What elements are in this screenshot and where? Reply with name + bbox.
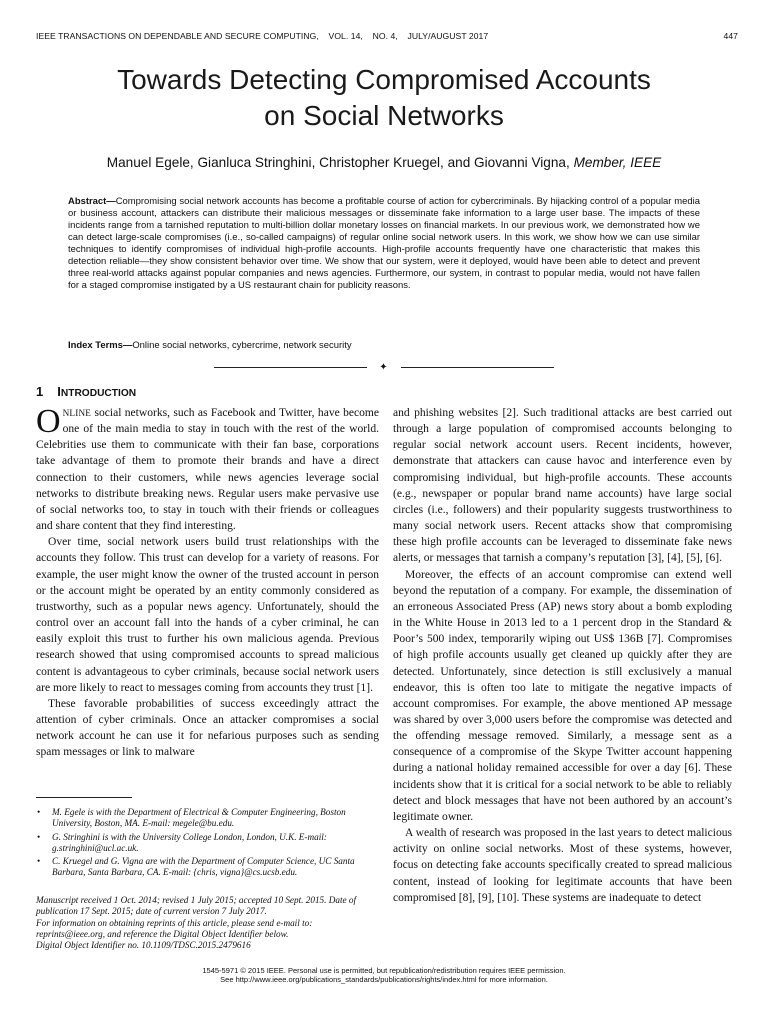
reprint-info: For information on obtaining reprints of this article, please send e-mail to: reprints@ieee.org, and reference the Digital Object Identifier below. [36,917,313,939]
bullet-icon: • [37,831,41,842]
authors-membership: Member, IEEE [573,155,662,170]
paragraph: A wealth of research was proposed in the last years to detect malicious activity on online social networks. Most of these systems, however, focus on detecting fake accounts specifically created to spread malicious content, instead of looking for legitimate accounts that have been compromised [8], [9], [10]. These systems are inadequate to detect [393,827,732,904]
author-affiliations [36,807,379,881]
separator-line-right [401,367,554,368]
index-terms-label: Index Terms— [68,340,133,351]
title-line-1: Towards Detecting Compromised Accounts [117,64,651,95]
paragraph: and phishing websites [2]. Such traditional attacks are best carried out through a large population of compromised accounts belonging to regular social network account users. Recent incidents, however, demonstrate that attackers can cause havoc and interference even by compromising individual, but high-profile accounts. These accounts (e.g., newspaper or popular brand name accounts) have large social circles (i.e., followers) and their popularity suggests trustworthiness to many social network users. Recent attacks show that compromising these high profile accounts can be leveraged to disseminate fake news alerts, or messages that tarnish a company’s reputation [3], [4], [5], [6]. [393,407,732,565]
paragraph: Moreover, the effects of an account compromise can extend well beyond the reputation of a company. For example, the dissemination of an erroneous Associated Press (AP) news story about a bomb exploding in the White House in 2013 led to a 1 percent drop in the Standard & Poor’s 500 index, temporarily wiping out US$ 136B [7]. Compromises of high profile accounts usually get cleaned up quickly after they are detected. Unfortunately, since detection is still exclusively a manual endeavor, this is often too late to mitigate the negative impacts of account compromises. For example, the above mentioned AP message was shared by over 3,000 users before the compromise was detected and the offending message removed. Similarly, a message sent as a consequence of a compromise of the Skype Twitter account happening during a national holiday remained accessible for over a day [6]. These incidents show that it is critical for a social network to be able to reliably detect and block messages that have not been authored by an account’s legitimate owner. [393,568,732,823]
manuscript-dates: Manuscript received 1 Oct. 2014; revised 1 July 2015; accepted 10 Sept. 2015. Date of publication 17 Sept. 2015; date of current version 7 July 2017. [36,895,357,917]
first-word-rest: NLINE [62,408,92,418]
footnote-rule [36,797,132,798]
affiliation-text: M. Egele is with the Department of Electrical & Computer Engineering, Boston University, Boston, MA. E-mail: megele@bu.edu. [52,807,346,829]
copyright-footer [36,966,732,984]
author-list [40,154,728,172]
rights-link-line: See http://www.ieee.org/publications_standards/publications/rights/index.html for more information. [220,975,548,984]
running-header [36,31,738,45]
section-number: 1 [36,384,44,399]
separator-diamond-icon: ✦ [379,362,388,373]
authors-names: Manuel Egele, Gianluca Stringhini, Christopher Kruegel, and Giovanni Vigna, [106,155,570,170]
paragraph: These favorable probabilities of success exceedingly attract the attention of cyber criminals. Once an attacker compromises a social network account he can use it for nefarious purposes such as sending spam messages or link to malware [36,697,379,759]
copyright-line: 1545-5971 © 2015 IEEE. Personal use is permitted, but republication/redistribution requires IEEE permission. [202,966,566,975]
manuscript-info [36,895,379,951]
abstract-label: Abstract— [68,196,116,207]
bullet-icon: • [37,856,41,867]
paper-title [40,62,728,134]
right-column [393,405,732,906]
section-title-rest: NTRODUCTION [60,388,137,399]
page-number: 447 [723,31,738,41]
journal-name: IEEE TRANSACTIONS ON DEPENDABLE AND SECURE COMPUTING, VOL. 14, NO. 4, JULY/AUGUST 2017 [36,31,489,41]
section-separator [214,362,554,374]
section-title-initial: I [57,384,61,399]
separator-line-left [214,367,367,368]
index-terms [68,340,700,352]
affiliation-text: G. Stringhini is with the University College London, London, U.K. E-mail: g.stringhini@ucl.ac.uk. [52,831,327,853]
paragraph-text: social networks, such as Facebook and Twitter, have become one of the main media to stay in touch with the rest of the world. Celebrities use them to communicate with their fan base, corporations take advantage of them to promote their brands and have a direct connection to their customers, while news agencies leverage social networks to distribute breaking news. Regular users make pervasive use of social networks too, to stay in touch with their friends or colleagues and share content that they find interesting. [36,407,379,533]
affiliation-text: C. Kruegel and G. Vigna are with the Department of Computer Science, UC Santa Barbara, Santa Barbara, CA. E-mail: {chris, vigna}@cs.ucsb.edu. [52,856,355,878]
affiliation-item [36,807,379,830]
bullet-icon: • [37,807,41,817]
title-line-2: on Social Networks [264,100,504,131]
paragraph [36,405,379,534]
paragraph: Over time, social network users build trust relationships with the accounts they follow. This trust can develop for a variety of reasons. For example, the user might know the owner of the trusted account in person or the account might be operated by an entity commonly considered as trustworthy, such as a popular news agency. Unfortunately, should the control over an account fall into the hands of a cyber criminal, he can easily exploit this trust to further his own malicious agenda. Previous research showed that using compromised accounts to spread malicious content is advantageous to cyber criminals, because social network users are more likely to react to messages coming from accounts they trust [1]. [36,536,379,694]
affiliation-item [36,832,379,855]
drop-cap: O [36,403,61,440]
affiliation-item [36,856,379,879]
abstract-text: Compromising social network accounts has become a profitable course of action for cybercriminals. By hijacking control of a popular media or business account, attackers can distribute their malicious messages or disseminate fake information to a large user base. The impacts of these incidents range from a tarnished reputation to multi-billion dollar monetary losses on financial markets. In our previous work, we demonstrated how we can detect large-scale compromises (i.e., so-called campaigns) of regular online social network users. In this work, we show how we can use similar techniques to identify compromises of individual high-profile accounts. High-profile accounts frequently have one characteristic that makes this detection reliable—they show consistent behavior over time. We show that our system, were it deployed, would have been able to detect and prevent three real-world attacks against popular companies and news agencies. Furthermore, our system, in contrast to popular media, would not have fallen for a staged compromise instigated by a US restaurant chain for publicity reasons. [68,196,700,292]
section-heading [36,384,136,399]
index-terms-text: Online social networks, cybercrime, network security [132,340,352,351]
left-column [36,405,379,760]
doi: Digital Object Identifier no. 10.1109/TDSC.2015.2479616 [36,940,251,951]
abstract [68,196,700,292]
